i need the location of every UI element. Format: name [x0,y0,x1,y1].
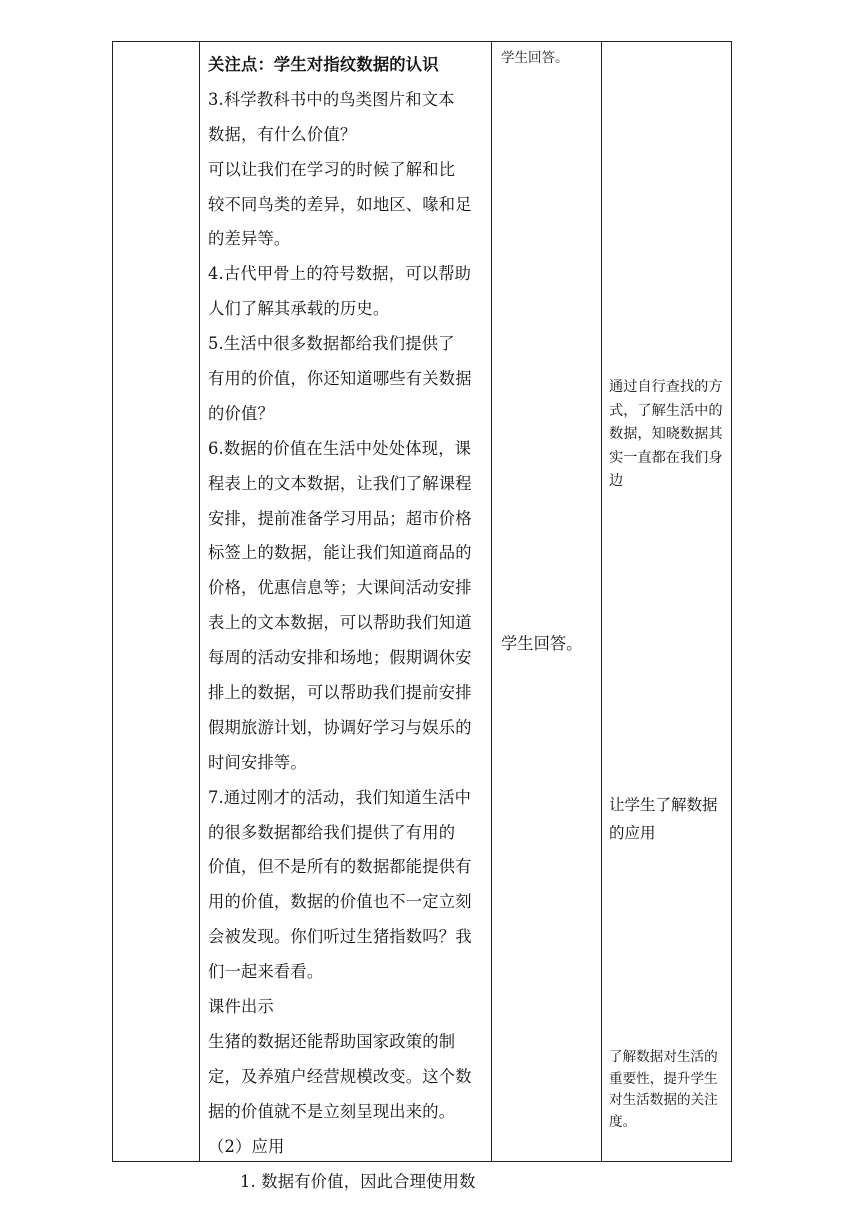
process-line: 价值，但不是所有的数据都能提供有 [208,857,472,877]
process-line: 课件出示 [208,997,274,1017]
process-line: 每周的活动安排和场地；假期调休安 [208,648,472,668]
process-line: 可以让我们在学习的时候了解和比 [208,159,456,179]
process-line: 安排，提前准备学习用品；超市价格 [208,508,472,528]
process-line: 假期旅游计划，协调好学习与娱乐的 [208,717,472,737]
process-line: 生猪的数据还能帮助国家政策的制 [208,1031,456,1051]
process-line: 人们了解其承载的历史。 [208,299,390,319]
student-answer: 学生回答。 [501,50,569,66]
process-line: 1. 数据有价值，因此合理使用数 [240,1171,476,1191]
process-line: 价格，优惠信息等；大课间活动安排 [208,578,472,598]
process-line: 6.数据的价值在生活中处处体现，课 [208,438,472,458]
process-line: 用的价值，数据的价值也不一定立刻 [208,892,472,912]
process-line: 有用的价值，你还知道哪些有关数据 [208,369,472,389]
process-line: 5.生活中很多数据都给我们提供了 [208,334,455,354]
process-line: 的差异等。 [208,229,291,249]
lesson-table [112,41,732,1191]
student-answer: 学生回答。 [501,634,583,653]
process-line: 表上的文本数据，可以帮助我们知道 [208,613,472,633]
process-line: 据的价值就不是立刻呈现出来的。 [208,1101,456,1121]
process-line: 4.古代甲骨上的符号数据，可以帮助 [208,264,472,284]
process-line: 较不同鸟类的差异，如地区、喙和足 [208,194,472,214]
process-line: 排上的数据，可以帮助我们提前安排 [208,683,472,703]
focus-point: 关注点：学生对指纹数据的认识 [208,55,439,74]
section-heading: （2）应用 [208,1136,285,1156]
process-line: 时间安排等。 [208,752,307,772]
teaching-process-column [200,42,492,1199]
process-line: 数据，有什么价值？ [208,124,357,144]
process-line: 7.通过刚才的活动，我们知道生活中 [208,787,472,807]
process-line: 标签上的数据，能让我们知道商品的 [208,543,472,563]
intent-note: 了解数据对生活的重要性，提升学生对生活数据的关注度。 [609,1049,718,1130]
process-line: 定，及养殖户经营规模改变。这个数 [208,1066,472,1086]
process-line: 程表上的文本数据，让我们了解课程 [208,473,472,493]
intent-note: 通过自行查找的方式，了解生活中的数据，知晓数据其实一直都在我们身边 [609,379,723,489]
process-line: 的很多数据都给我们提供了有用的 [208,822,456,842]
column-divider [601,42,602,1161]
process-line: 3.科学教科书中的鸟类图片和文本 [208,89,455,109]
process-line: 们一起来看看。 [208,962,324,982]
intent-note: 让学生了解数据的应用 [609,796,718,842]
process-line: 会被发现。你们听过生猪指数吗？我 [208,927,472,947]
process-line: 的价值？ [208,403,274,423]
